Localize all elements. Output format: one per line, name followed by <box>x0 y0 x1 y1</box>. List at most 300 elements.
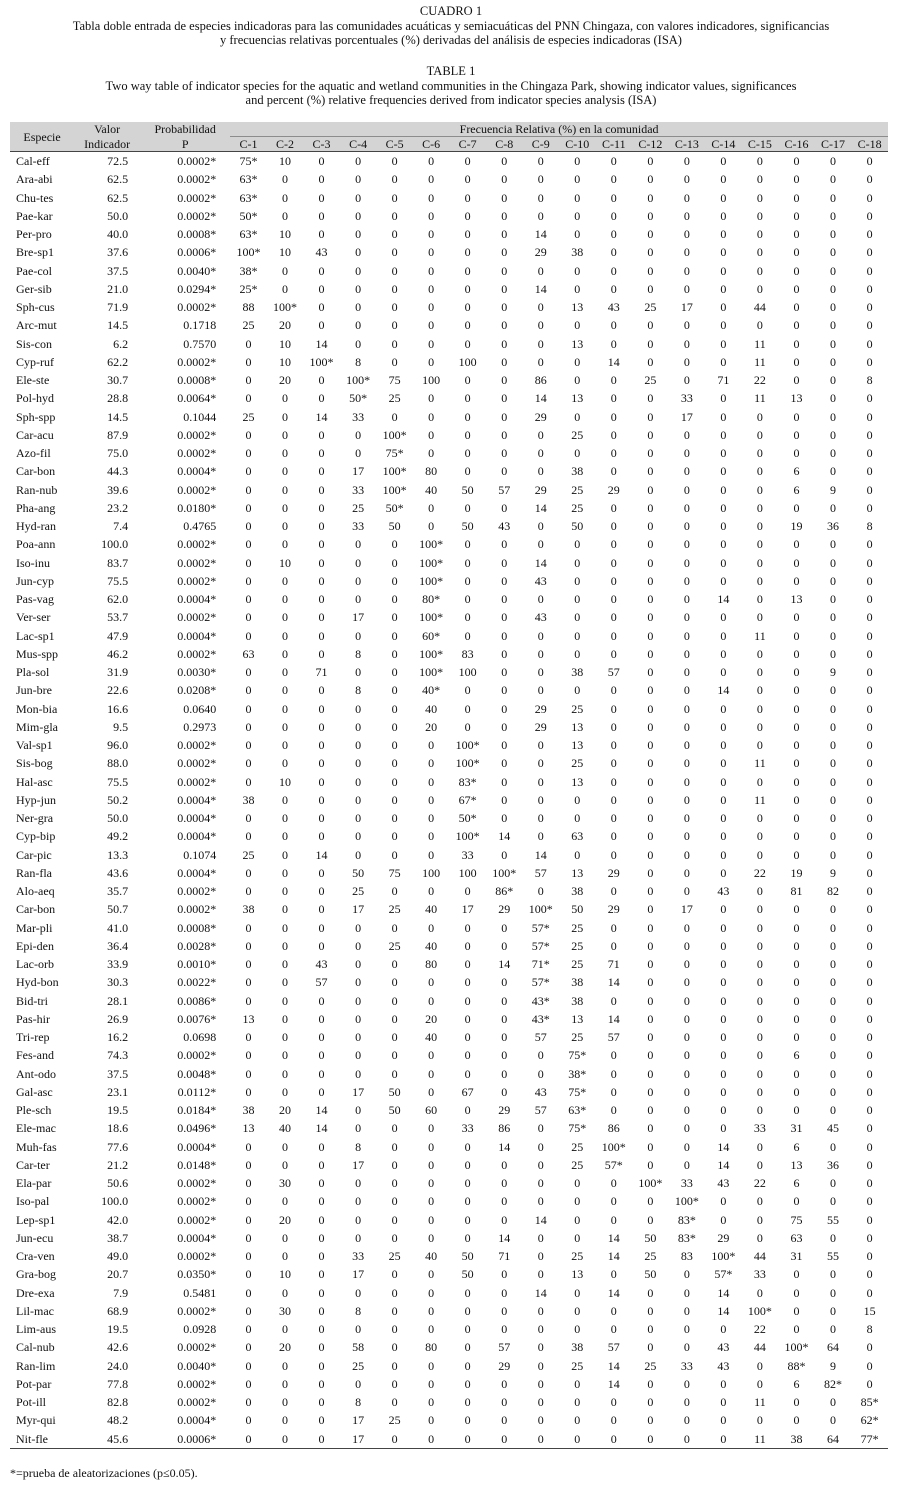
frequency-cell: 11 <box>754 354 766 369</box>
frequency-cell: 50 <box>352 865 365 880</box>
frequency-cell: 0 <box>756 975 763 990</box>
frequency-cell: 57 <box>607 1030 620 1044</box>
frequency-cell: 0 <box>866 1121 873 1136</box>
frequency-cell: 14 <box>607 1358 620 1373</box>
frequency-cell: 0 <box>537 1157 544 1172</box>
species-cell: Sph-cus <box>16 300 55 314</box>
frequency-cell: 0 <box>647 154 654 168</box>
indicator-value-cell: 19.5 <box>107 1103 129 1117</box>
frequency-cell: 0 <box>829 957 836 971</box>
frequency-cell: 0 <box>282 865 289 880</box>
frequency-cell: 0 <box>501 373 508 387</box>
species-cell: Cyp-bip <box>16 829 56 844</box>
table-row <box>10 1046 888 1064</box>
frequency-cell: 0 <box>464 500 471 515</box>
frequency-cell: 29 <box>498 1358 511 1373</box>
frequency-cell: 100* <box>455 829 480 844</box>
frequency-cell: 0 <box>318 756 325 771</box>
frequency-cell: 0 <box>355 592 362 606</box>
species-cell: Ant-odo <box>16 1066 56 1081</box>
frequency-cell: 0 <box>464 1030 471 1044</box>
table-row <box>10 791 888 809</box>
table-row <box>10 864 888 882</box>
frequency-cell: 0 <box>574 1303 581 1318</box>
frequency-cell: 43 <box>315 245 328 260</box>
frequency-cell: 0 <box>574 683 581 698</box>
frequency-cell: 0 <box>355 318 362 333</box>
frequency-cell: 0 <box>829 1267 836 1282</box>
species-cell: Gal-asc <box>16 1084 53 1099</box>
frequency-cell: 0 <box>610 792 617 807</box>
frequency-cell: 0 <box>245 1066 252 1081</box>
frequency-cell: 0 <box>829 1230 836 1245</box>
frequency-cell: 0 <box>756 190 763 205</box>
frequency-cell: 63 <box>790 1230 803 1245</box>
frequency-cell: 0 <box>282 902 289 917</box>
frequency-cell: 29 <box>534 719 547 734</box>
frequency-cell: 0 <box>610 683 617 698</box>
frequency-cell: 0 <box>610 646 617 661</box>
frequency-cell: 86* <box>495 884 514 898</box>
frequency-cell: 0 <box>391 1322 398 1336</box>
frequency-cell: 25 <box>571 756 584 771</box>
frequency-cell: 0 <box>866 1048 873 1063</box>
frequency-cell: 0 <box>610 1395 617 1409</box>
frequency-cell: 0 <box>282 1285 289 1300</box>
species-cell: Hyp-jun <box>16 792 56 807</box>
frequency-cell: 63 <box>242 646 255 661</box>
frequency-cell: 33 <box>680 1358 693 1373</box>
frequency-cell: 0 <box>391 1030 398 1044</box>
frequency-cell: 0 <box>866 993 873 1008</box>
frequency-cell: 0 <box>355 1103 362 1117</box>
frequency-cell: 100* <box>419 537 444 552</box>
indicator-value-cell: 46.2 <box>107 646 129 661</box>
indicator-value-cell: 72.5 <box>107 154 129 168</box>
frequency-cell: 14 <box>534 281 547 296</box>
frequency-cell: 29 <box>534 482 547 497</box>
frequency-cell: 0 <box>829 555 836 570</box>
indicator-value-cell: 14.5 <box>107 318 129 333</box>
frequency-cell: 0 <box>829 318 836 333</box>
frequency-cell: 0 <box>428 1139 435 1154</box>
frequency-cell: 0 <box>282 519 289 533</box>
frequency-cell: 0 <box>537 628 544 643</box>
frequency-cell: 0 <box>683 938 690 953</box>
frequency-cell: 17 <box>352 1413 365 1428</box>
caption-text-en-line1: Two way table of indicator species for the aquatic and wetland communities in the Chingaza Park, showing indicator values, significances <box>105 78 797 93</box>
frequency-cell: 86 <box>534 373 547 387</box>
frequency-cell: 0 <box>501 646 508 661</box>
frequency-cell: 44 <box>753 1249 766 1263</box>
table-row <box>10 152 888 171</box>
frequency-cell: 0 <box>501 975 508 990</box>
frequency-cell: 0 <box>282 610 289 625</box>
header-valor-line2: Indicador <box>84 136 131 151</box>
frequency-cell: 11 <box>754 792 766 807</box>
indicator-value-cell: 31.9 <box>107 665 129 679</box>
frequency-cell: 0 <box>428 756 435 771</box>
frequency-cell: 25* <box>239 281 258 296</box>
frequency-cell: 0 <box>391 227 398 241</box>
frequency-cell: 0 <box>574 1376 581 1391</box>
frequency-cell: 0 <box>829 190 836 205</box>
frequency-cell: 0 <box>683 464 690 479</box>
table-row <box>10 736 888 754</box>
probability-cell: 0.0040* <box>177 263 217 278</box>
frequency-cell: 0 <box>501 354 508 369</box>
frequency-cell: 8 <box>355 646 362 661</box>
frequency-cell: 0 <box>829 756 836 771</box>
frequency-cell: 0 <box>245 628 252 643</box>
probability-cell: 0.0004* <box>177 1230 217 1245</box>
frequency-cell: 0 <box>355 172 362 187</box>
frequency-cell: 0 <box>829 1103 836 1117</box>
frequency-cell: 0 <box>866 1230 873 1245</box>
indicator-value-cell: 50.0 <box>107 811 129 825</box>
frequency-cell: 0 <box>245 537 252 552</box>
frequency-cell: 0 <box>647 902 654 917</box>
frequency-cell: 0 <box>282 427 289 442</box>
frequency-cell: 100* <box>455 756 480 771</box>
frequency-cell: 0 <box>391 738 398 752</box>
frequency-cell: 0 <box>756 847 763 862</box>
frequency-cell: 8 <box>866 1322 873 1336</box>
frequency-cell: 38 <box>790 1431 803 1446</box>
frequency-cell: 0 <box>501 555 508 570</box>
frequency-cell: 0 <box>610 829 617 844</box>
frequency-cell: 0 <box>756 829 763 844</box>
frequency-cell: 0 <box>501 920 508 935</box>
frequency-cell: 0 <box>683 446 690 460</box>
frequency-cell: 0 <box>318 1176 325 1190</box>
frequency-cell: 19 <box>790 865 803 880</box>
frequency-cell: 14 <box>534 1285 547 1300</box>
species-cell: Iso-inu <box>16 555 50 570</box>
frequency-cell: 0 <box>245 1194 252 1209</box>
table-row <box>10 681 888 699</box>
frequency-cell: 0 <box>683 555 690 570</box>
frequency-cell: 0 <box>756 519 763 533</box>
frequency-cell: 0 <box>866 683 873 698</box>
frequency-cell: 0 <box>245 957 252 971</box>
frequency-cell: 0 <box>647 683 654 698</box>
frequency-cell: 75 <box>388 865 401 880</box>
frequency-cell: 14 <box>315 409 328 424</box>
frequency-cell: 0 <box>610 610 617 625</box>
indicator-value-cell: 7.9 <box>113 1285 129 1300</box>
frequency-cell: 0 <box>318 610 325 625</box>
frequency-cell: 0 <box>537 646 544 661</box>
frequency-cell: 17 <box>352 1267 365 1282</box>
frequency-cell: 0 <box>647 957 654 971</box>
frequency-cell: 0 <box>355 738 362 752</box>
species-cell: Lac-orb <box>16 957 54 971</box>
frequency-cell: 0 <box>647 884 654 898</box>
frequency-cell: 0 <box>756 610 763 625</box>
frequency-cell: 0 <box>866 1157 873 1172</box>
frequency-cell: 0 <box>501 391 508 406</box>
frequency-cell: 0 <box>282 190 289 205</box>
frequency-cell: 0 <box>829 993 836 1008</box>
frequency-cell: 25 <box>388 902 401 917</box>
frequency-cell: 0 <box>683 683 690 698</box>
frequency-cell: 0 <box>537 1358 544 1373</box>
frequency-cell: 0 <box>647 537 654 552</box>
frequency-cell: 0 <box>866 446 873 460</box>
frequency-cell: 0 <box>793 300 800 314</box>
frequency-cell: 13 <box>571 865 584 880</box>
frequency-cell: 0 <box>537 683 544 698</box>
frequency-cell: 0 <box>683 665 690 679</box>
species-cell: Lac-sp1 <box>16 628 55 643</box>
frequency-cell: 0 <box>756 1413 763 1428</box>
frequency-cell: 0 <box>537 537 544 552</box>
frequency-cell: 0 <box>245 719 252 734</box>
frequency-cell: 0 <box>537 884 544 898</box>
frequency-cell: 0 <box>720 738 727 752</box>
frequency-cell: 10 <box>279 555 292 570</box>
frequency-cell: 0 <box>866 208 873 223</box>
frequency-cell: 0 <box>574 628 581 643</box>
frequency-cell: 0 <box>318 1157 325 1172</box>
frequency-cell: 0 <box>245 1322 252 1336</box>
frequency-cell: 0 <box>866 573 873 588</box>
species-cell: Cyp-ruf <box>16 354 54 369</box>
frequency-cell: 0 <box>355 1121 362 1136</box>
frequency-cell: 0 <box>501 792 508 807</box>
indicator-value-cell: 50.0 <box>107 208 129 223</box>
table-row <box>10 827 888 845</box>
frequency-cell: 0 <box>683 373 690 387</box>
frequency-cell: 0 <box>355 1376 362 1391</box>
frequency-cell: 0 <box>355 1285 362 1300</box>
frequency-cell: 0 <box>756 646 763 661</box>
frequency-cell: 0 <box>282 464 289 479</box>
frequency-cell: 14 <box>607 1011 620 1026</box>
frequency-cell: 0 <box>647 1194 654 1209</box>
frequency-cell: 0 <box>428 300 435 314</box>
frequency-cell: 8 <box>866 373 873 387</box>
frequency-cell: 0 <box>282 683 289 698</box>
frequency-cell: 0 <box>537 592 544 606</box>
frequency-cell: 0 <box>647 1066 654 1081</box>
frequency-cell: 0 <box>537 738 544 752</box>
frequency-cell: 0 <box>683 1340 690 1355</box>
frequency-cell: 0 <box>428 884 435 898</box>
frequency-cell: 0 <box>428 208 435 223</box>
frequency-cell: 60* <box>422 628 441 643</box>
frequency-cell: 0 <box>318 920 325 935</box>
probability-cell: 0.0010* <box>177 957 217 971</box>
frequency-cell: 0 <box>428 336 435 351</box>
frequency-cell: 0 <box>391 1157 398 1172</box>
frequency-cell: 0 <box>428 1431 435 1446</box>
probability-cell: 0.0076* <box>177 1011 217 1026</box>
frequency-cell: 10 <box>279 354 292 369</box>
frequency-cell: 25 <box>571 920 584 935</box>
probability-cell: 0.0002* <box>177 208 217 223</box>
frequency-cell: 0 <box>501 500 508 515</box>
probability-cell: 0.0002* <box>177 427 217 442</box>
frequency-cell: 75 <box>790 1212 803 1227</box>
frequency-cell: 0 <box>829 1176 836 1190</box>
frequency-cell: 100* <box>528 902 553 917</box>
frequency-cell: 0 <box>464 1303 471 1318</box>
frequency-cell: 0 <box>464 573 471 588</box>
frequency-cell: 0 <box>355 300 362 314</box>
frequency-cell: 43 <box>315 957 328 971</box>
frequency-cell: 0 <box>756 208 763 223</box>
frequency-cell: 0 <box>720 336 727 351</box>
frequency-cell: 0 <box>391 537 398 552</box>
frequency-cell: 0 <box>720 1066 727 1081</box>
frequency-cell: 0 <box>428 792 435 807</box>
species-cell: Sph-spp <box>16 409 56 424</box>
frequency-cell: 0 <box>574 1413 581 1428</box>
frequency-cell: 0 <box>282 975 289 990</box>
frequency-cell: 0 <box>537 829 544 844</box>
frequency-cell: 0 <box>464 336 471 351</box>
frequency-cell: 0 <box>355 446 362 460</box>
frequency-cell: 0 <box>647 500 654 515</box>
frequency-cell: 100* <box>382 482 407 497</box>
frequency-cell: 0 <box>829 464 836 479</box>
frequency-cell: 0 <box>756 1030 763 1044</box>
frequency-cell: 0 <box>428 172 435 187</box>
frequency-cell: 0 <box>720 1011 727 1026</box>
frequency-cell: 0 <box>428 263 435 278</box>
frequency-cell: 0 <box>428 1358 435 1373</box>
frequency-cell: 0 <box>501 701 508 716</box>
frequency-cell: 0 <box>391 1230 398 1245</box>
probability-cell: 0.0002* <box>177 1176 217 1190</box>
frequency-cell: 10 <box>279 245 292 260</box>
frequency-cell: 0 <box>756 500 763 515</box>
frequency-cell: 0 <box>610 811 617 825</box>
header-frecuencia: Frecuencia Relativa (%) en la comunidad <box>230 122 888 137</box>
frequency-cell: 40 <box>279 1121 292 1136</box>
frequency-cell: 0 <box>318 1431 325 1446</box>
frequency-cell: 0 <box>720 263 727 278</box>
frequency-cell: 14 <box>717 1285 730 1300</box>
species-cell: Ple-sch <box>16 1103 52 1117</box>
frequency-cell: 9 <box>829 665 836 679</box>
frequency-cell: 10 <box>279 154 292 168</box>
frequency-cell: 0 <box>391 1139 398 1154</box>
frequency-cell: 0 <box>683 774 690 789</box>
frequency-cell: 0 <box>793 281 800 296</box>
frequency-cell: 0 <box>318 1303 325 1318</box>
probability-cell: 0.0112* <box>177 1084 217 1099</box>
frequency-cell: 0 <box>245 573 252 588</box>
frequency-cell: 13 <box>242 1121 255 1136</box>
frequency-cell: 0 <box>464 1011 471 1026</box>
frequency-cell: 75* <box>568 1121 587 1136</box>
frequency-cell: 0 <box>683 811 690 825</box>
frequency-cell: 0 <box>829 373 836 387</box>
frequency-cell: 13 <box>790 1157 803 1172</box>
frequency-cell: 0 <box>720 1376 727 1391</box>
species-cell: Tri-rep <box>16 1030 50 1044</box>
frequency-cell: 0 <box>574 1285 581 1300</box>
frequency-cell: 50 <box>461 1267 474 1282</box>
frequency-cell: 0 <box>610 1176 617 1190</box>
frequency-cell: 0 <box>683 263 690 278</box>
frequency-cell: 0 <box>391 884 398 898</box>
frequency-cell: 0 <box>720 1322 727 1336</box>
species-cell: Muh-fas <box>16 1139 57 1154</box>
species-cell: Cal-eff <box>16 154 50 168</box>
frequency-cell: 0 <box>391 719 398 734</box>
frequency-cell: 0 <box>610 373 617 387</box>
frequency-cell: 0 <box>464 1230 471 1245</box>
frequency-cell: 0 <box>318 1066 325 1081</box>
frequency-cell: 0 <box>683 957 690 971</box>
frequency-cell: 0 <box>318 373 325 387</box>
table-row <box>10 280 888 298</box>
frequency-cell: 0 <box>610 1303 617 1318</box>
frequency-cell: 0 <box>647 464 654 479</box>
frequency-cell: 0 <box>245 1340 252 1355</box>
frequency-cell: 0 <box>793 847 800 862</box>
table-row <box>10 499 888 517</box>
frequency-cell: 0 <box>501 993 508 1008</box>
frequency-cell: 13 <box>790 592 803 606</box>
header-community: C-2 <box>276 137 295 151</box>
frequency-cell: 0 <box>829 336 836 351</box>
frequency-cell: 0 <box>355 336 362 351</box>
probability-cell: 0.0002* <box>177 646 217 661</box>
frequency-cell: 43 <box>534 1084 547 1099</box>
frequency-cell: 31 <box>790 1249 803 1263</box>
frequency-cell: 0 <box>829 227 836 241</box>
species-cell: Ela-par <box>16 1176 52 1190</box>
frequency-cell: 13 <box>571 1267 584 1282</box>
frequency-cell: 0 <box>537 1121 544 1136</box>
probability-cell: 0.0698 <box>183 1030 217 1044</box>
frequency-cell: 71 <box>498 1249 511 1263</box>
frequency-cell: 38 <box>571 464 584 479</box>
frequency-cell: 0 <box>756 1048 763 1063</box>
frequency-cell: 0 <box>391 409 398 424</box>
frequency-cell: 17 <box>352 1157 365 1172</box>
frequency-cell: 29 <box>607 865 620 880</box>
frequency-cell: 0 <box>391 1285 398 1300</box>
frequency-cell: 0 <box>610 1084 617 1099</box>
frequency-cell: 40 <box>425 1249 438 1263</box>
frequency-cell: 0 <box>647 628 654 643</box>
frequency-cell: 0 <box>866 738 873 752</box>
frequency-cell: 0 <box>756 1194 763 1209</box>
frequency-cell: 0 <box>610 190 617 205</box>
frequency-cell: 0 <box>355 245 362 260</box>
indicator-value-cell: 50.7 <box>107 902 129 917</box>
frequency-cell: 100* <box>382 464 407 479</box>
frequency-cell: 83* <box>677 1212 696 1227</box>
frequency-cell: 33 <box>352 519 365 533</box>
frequency-cell: 29 <box>717 1230 730 1245</box>
frequency-cell: 33 <box>753 1267 766 1282</box>
probability-cell: 0.0002* <box>177 756 217 771</box>
frequency-cell: 0 <box>647 1212 654 1227</box>
frequency-cell: 0 <box>318 208 325 223</box>
frequency-cell: 0 <box>355 975 362 990</box>
frequency-cell: 0 <box>866 555 873 570</box>
frequency-cell: 0 <box>391 336 398 351</box>
frequency-cell: 0 <box>391 792 398 807</box>
frequency-cell: 40* <box>422 683 441 698</box>
